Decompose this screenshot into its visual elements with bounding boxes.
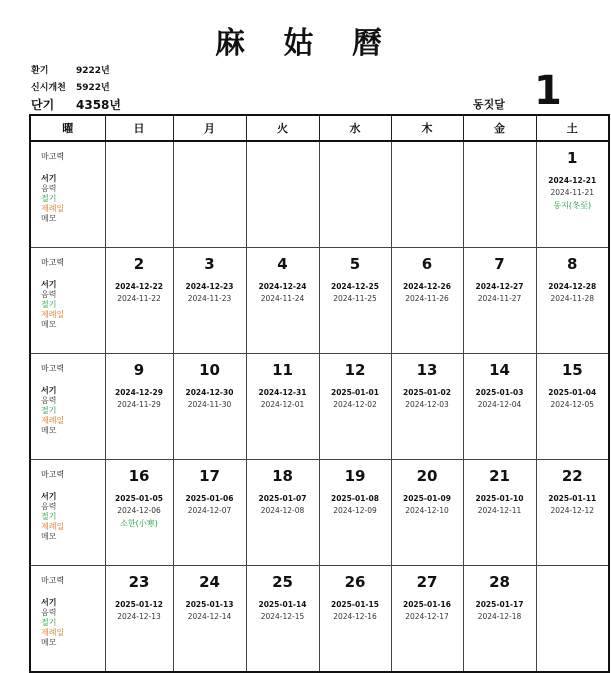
label-mago: 마고력 <box>41 364 65 373</box>
lunar-date: 2024-12-13 <box>117 612 161 621</box>
lunar-date: 2024-11-26 <box>405 294 449 303</box>
era-dangi <box>31 96 121 113</box>
day-number: 15 <box>561 361 583 379</box>
label-memo: 메모 <box>41 214 57 223</box>
lunar-date: 2024-12-03 <box>405 400 449 409</box>
label-memo: 메모 <box>41 320 57 329</box>
day-cell[interactable] <box>391 566 463 673</box>
week-row <box>30 141 609 248</box>
lunar-date: 2024-11-22 <box>117 294 161 303</box>
row-labels <box>30 354 105 460</box>
day-cell[interactable] <box>536 460 609 566</box>
gregorian-date: 2024-12-28 <box>548 282 597 291</box>
row-labels <box>30 566 105 673</box>
label-eumryeok: 음력 <box>41 502 57 511</box>
label-mago: 마고력 <box>41 258 65 267</box>
lunar-date: 2024-11-30 <box>187 400 232 409</box>
day-number: 17 <box>199 467 220 485</box>
lunar-date: 2024-11-28 <box>550 294 595 303</box>
gregorian-date: 2025-01-16 <box>403 600 451 609</box>
day-cell[interactable] <box>391 248 463 354</box>
label-memo: 메모 <box>41 426 57 435</box>
label-jeraeil: 제례일 <box>41 310 65 319</box>
era-hwangi-label: 환기 <box>31 66 49 76</box>
day-cell[interactable] <box>319 460 391 566</box>
label-jeolgi: 절기 <box>41 300 57 309</box>
gregorian-date: 2025-01-11 <box>548 494 597 503</box>
lunar-date: 2024-12-14 <box>187 612 232 621</box>
label-memo: 메모 <box>41 532 57 541</box>
day-number: 23 <box>128 573 150 591</box>
gregorian-date: 2025-01-03 <box>475 388 524 397</box>
row-labels <box>30 141 105 248</box>
weekday-header: 月 <box>173 115 246 141</box>
gregorian-date: 2024-12-31 <box>258 388 307 397</box>
day-cell[interactable] <box>105 248 173 354</box>
day-cell[interactable] <box>536 354 609 460</box>
day-number: 9 <box>133 361 145 379</box>
day-cell[interactable] <box>173 566 246 673</box>
lunar-date: 2024-12-08 <box>260 506 305 515</box>
label-eumryeok: 음력 <box>41 396 57 405</box>
day-cell[interactable] <box>246 460 319 566</box>
gregorian-date: 2024-12-29 <box>115 388 163 397</box>
lunar-date: 2024-12-15 <box>260 612 305 621</box>
weekday-header: 火 <box>246 115 319 141</box>
week-row <box>30 460 609 566</box>
gregorian-date: 2025-01-12 <box>115 600 163 609</box>
weekday-header: 水 <box>319 115 391 141</box>
day-number: 20 <box>416 467 438 485</box>
lunar-date: 2024-12-01 <box>260 400 305 409</box>
gregorian-date: 2024-12-22 <box>115 282 163 291</box>
weekday-header-row <box>30 115 609 141</box>
day-cell[interactable] <box>536 248 609 354</box>
solar-term: 소한(小寒) <box>120 519 158 528</box>
day-cell[interactable] <box>105 354 173 460</box>
label-mago: 마고력 <box>41 470 65 479</box>
day-number: 4 <box>277 255 288 273</box>
lunar-date: 2024-12-09 <box>333 506 377 515</box>
weekday-header: 木 <box>391 115 463 141</box>
label-seogi: 서기 <box>41 492 57 501</box>
day-number: 6 <box>421 255 433 273</box>
day-cell[interactable] <box>463 354 536 460</box>
empty-day-cell <box>246 141 319 248</box>
gregorian-date: 2025-01-05 <box>115 494 163 503</box>
day-cell[interactable] <box>173 248 246 354</box>
day-number: 19 <box>344 467 366 485</box>
day-number: 10 <box>199 361 220 379</box>
day-number: 1 <box>567 149 578 167</box>
empty-day-cell <box>319 141 391 248</box>
gregorian-date: 2024-12-30 <box>185 388 234 397</box>
label-eumryeok: 음력 <box>41 184 57 193</box>
era-hwangi-value: 9222년 <box>76 66 110 76</box>
label-jeraeil: 제례일 <box>41 416 65 425</box>
gregorian-date: 2024-12-27 <box>475 282 524 291</box>
label-jeolgi: 절기 <box>41 618 57 627</box>
lunar-date: 2024-12-07 <box>187 506 232 515</box>
lunar-date: 2024-12-05 <box>550 400 595 409</box>
gregorian-date: 2025-01-04 <box>548 388 597 397</box>
gregorian-date: 2025-01-02 <box>403 388 451 397</box>
gregorian-date: 2025-01-06 <box>185 494 234 503</box>
day-cell[interactable] <box>319 566 391 673</box>
gregorian-date: 2025-01-17 <box>475 600 524 609</box>
day-cell[interactable] <box>319 354 391 460</box>
row-labels <box>30 248 105 354</box>
label-jeraeil: 제례일 <box>41 628 65 637</box>
gregorian-date: 2025-01-08 <box>331 494 379 503</box>
empty-day-cell <box>105 141 173 248</box>
era-sinsi-value: 5922년 <box>76 83 110 93</box>
month-number: 1 <box>534 68 562 114</box>
day-cell[interactable] <box>391 354 463 460</box>
gregorian-date: 2025-01-01 <box>331 388 379 397</box>
gregorian-date: 2025-01-15 <box>331 600 379 609</box>
weekday-header: 金 <box>463 115 536 141</box>
gregorian-date: 2024-12-23 <box>185 282 234 291</box>
day-number: 27 <box>416 573 438 591</box>
label-eumryeok: 음력 <box>41 608 57 617</box>
empty-day-cell <box>391 141 463 248</box>
calendar-grid <box>29 114 610 673</box>
lunar-date: 2024-12-06 <box>117 506 161 515</box>
label-jeolgi: 절기 <box>41 512 57 521</box>
lunar-date: 2024-12-17 <box>405 612 449 621</box>
lunar-date: 2024-11-21 <box>550 188 595 197</box>
day-number: 2 <box>133 255 145 273</box>
label-seogi: 서기 <box>41 174 57 183</box>
lunar-date: 2024-11-24 <box>260 294 305 303</box>
label-seogi: 서기 <box>41 598 57 607</box>
gregorian-date: 2024-12-26 <box>403 282 451 291</box>
lunar-date: 2024-11-25 <box>333 294 377 303</box>
lunar-date: 2024-12-12 <box>550 506 595 515</box>
day-number: 8 <box>567 255 578 273</box>
day-cell[interactable] <box>173 354 246 460</box>
day-number: 5 <box>349 255 361 273</box>
gregorian-date: 2025-01-07 <box>258 494 307 503</box>
gregorian-date: 2025-01-14 <box>258 600 307 609</box>
day-number: 13 <box>416 361 438 379</box>
gregorian-date: 2025-01-09 <box>403 494 451 503</box>
label-seogi: 서기 <box>41 280 57 289</box>
label-jeolgi: 절기 <box>41 194 57 203</box>
day-cell[interactable] <box>246 354 319 460</box>
day-number: 14 <box>489 361 510 379</box>
lunar-date: 2024-12-11 <box>477 506 522 515</box>
day-cell[interactable] <box>105 566 173 673</box>
label-mago: 마고력 <box>41 152 65 161</box>
day-number: 7 <box>494 255 505 273</box>
label-mago: 마고력 <box>41 576 65 585</box>
lunar-date: 2024-12-04 <box>477 400 522 409</box>
day-number: 3 <box>204 255 215 273</box>
gregorian-date: 2025-01-13 <box>185 600 234 609</box>
solar-term: 동지(冬至) <box>553 201 592 210</box>
label-jeolgi: 절기 <box>41 406 57 415</box>
month-name: 동짓달 <box>473 98 505 111</box>
day-number: 25 <box>272 573 293 591</box>
day-number: 21 <box>489 467 510 485</box>
day-cell[interactable] <box>105 460 173 566</box>
day-number: 28 <box>489 573 510 591</box>
label-jeraeil: 제례일 <box>41 522 65 531</box>
empty-day-cell <box>173 141 246 248</box>
empty-day-cell <box>536 566 609 673</box>
label-eumryeok: 음력 <box>41 290 57 299</box>
calendar-body <box>30 141 609 672</box>
lunar-date: 2024-12-10 <box>405 506 449 515</box>
day-number: 18 <box>272 467 293 485</box>
day-number: 16 <box>128 467 150 485</box>
day-number: 22 <box>561 467 583 485</box>
week-row <box>30 354 609 460</box>
day-cell[interactable] <box>173 460 246 566</box>
day-number: 12 <box>344 361 366 379</box>
day-number: 26 <box>344 573 366 591</box>
day-cell[interactable] <box>391 460 463 566</box>
row-labels <box>30 460 105 566</box>
header-label-column: 曜 <box>30 115 105 141</box>
lunar-date: 2024-11-23 <box>187 294 232 303</box>
day-cell[interactable] <box>536 141 609 248</box>
lunar-date: 2024-12-18 <box>477 612 522 621</box>
gregorian-date: 2024-12-24 <box>258 282 307 291</box>
day-cell[interactable] <box>246 248 319 354</box>
lunar-date: 2024-12-02 <box>333 400 377 409</box>
lunar-date: 2024-12-16 <box>333 612 377 621</box>
gregorian-date: 2024-12-25 <box>331 282 379 291</box>
day-cell[interactable] <box>463 248 536 354</box>
label-jeraeil: 제례일 <box>41 204 65 213</box>
gregorian-date: 2024-12-21 <box>548 176 597 185</box>
era-sinsi-label: 신시개천 <box>31 83 66 93</box>
week-row <box>30 248 609 354</box>
empty-day-cell <box>463 141 536 248</box>
weekday-header: 土 <box>536 115 609 141</box>
lunar-date: 2024-11-29 <box>117 400 161 409</box>
era-sinsi <box>31 80 110 93</box>
day-cell[interactable] <box>319 248 391 354</box>
era-hwangi <box>31 63 110 76</box>
label-seogi: 서기 <box>41 386 57 395</box>
gregorian-date: 2025-01-10 <box>475 494 524 503</box>
week-row <box>30 566 609 673</box>
day-cell[interactable] <box>246 566 319 673</box>
era-dangi-label: 단기 <box>31 98 55 112</box>
day-cell[interactable] <box>463 566 536 673</box>
day-number: 11 <box>272 361 293 379</box>
calendar-title: 麻 姑 曆 <box>215 26 396 61</box>
label-memo: 메모 <box>41 638 57 647</box>
lunar-date: 2024-11-27 <box>477 294 522 303</box>
day-number: 24 <box>199 573 220 591</box>
day-cell[interactable] <box>463 460 536 566</box>
weekday-header: 日 <box>105 115 173 141</box>
era-dangi-value: 4358년 <box>76 98 121 112</box>
